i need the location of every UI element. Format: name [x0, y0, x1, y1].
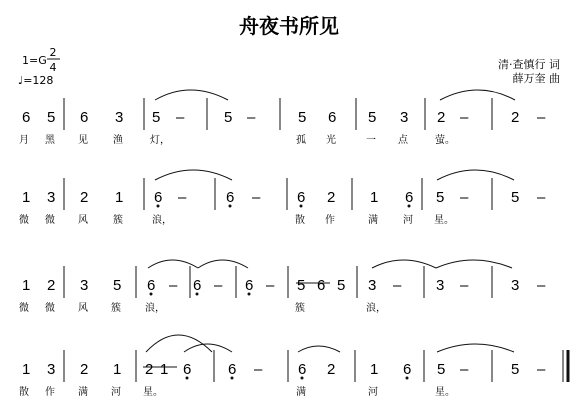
note: –: [169, 277, 178, 294]
note: 5: [297, 277, 306, 294]
note: 6: [317, 277, 326, 294]
note: 5: [337, 277, 346, 294]
lyric: 散: [19, 387, 29, 398]
lyric: 萤。: [435, 135, 455, 146]
note: 5: [511, 361, 520, 378]
lyric: 簇: [295, 303, 305, 314]
note: 3: [80, 277, 89, 294]
note: 6: [183, 361, 192, 378]
note: 5: [113, 277, 122, 294]
lyricist-credit: 清·查慎行 词: [498, 58, 560, 71]
lyric: 星。: [434, 215, 454, 226]
note: 3: [47, 189, 56, 206]
lyric: 满: [368, 215, 378, 226]
lyric: 灯，: [150, 135, 170, 146]
note: 5: [368, 109, 377, 126]
note: 2: [327, 361, 336, 378]
note: 1: [22, 277, 31, 294]
note: 6: [193, 277, 202, 294]
note: 5: [224, 109, 233, 126]
note: 2: [80, 361, 89, 378]
row-3: [19, 277, 546, 314]
lyric: 黑: [45, 135, 55, 146]
lyric: 一: [366, 135, 376, 146]
composer-credit: 薛万奎 曲: [512, 72, 560, 85]
lyric: 见: [78, 135, 88, 146]
lyric: 满: [78, 387, 88, 398]
note: 6: [147, 277, 156, 294]
note: 2: [47, 277, 56, 294]
note: 2: [145, 361, 154, 378]
note: 2: [80, 189, 89, 206]
row-4: [19, 361, 546, 398]
note: 1: [115, 189, 124, 206]
barlines: [64, 98, 568, 382]
lyric: 浪，: [152, 215, 172, 226]
note: 5: [437, 361, 446, 378]
lyric: 簇: [113, 215, 123, 226]
note: 3: [511, 277, 520, 294]
note: –: [214, 277, 223, 294]
note: 5: [298, 109, 307, 126]
note: –: [176, 109, 185, 126]
note: 6: [154, 189, 163, 206]
time-signature-bottom: 4: [49, 61, 57, 74]
lyric: 浪，: [366, 303, 386, 314]
note: 1: [113, 361, 122, 378]
note: 2: [511, 109, 520, 126]
lyric: 光: [326, 135, 336, 146]
note: 1: [22, 361, 31, 378]
note: –: [537, 189, 546, 206]
note: 1: [370, 361, 379, 378]
note: 1: [22, 189, 31, 206]
note: 5: [47, 109, 56, 126]
note: 6: [226, 189, 235, 206]
note: –: [178, 189, 187, 206]
row-1: [19, 109, 546, 146]
lyric: 星。: [435, 387, 455, 398]
lyric: 作: [325, 215, 335, 226]
song-title: 舟夜书所见: [239, 14, 339, 38]
note: 6: [405, 189, 414, 206]
note: –: [537, 277, 546, 294]
note: 3: [368, 277, 377, 294]
note: 6: [297, 189, 306, 206]
note: 1: [160, 361, 169, 378]
lyric: 月: [19, 135, 29, 146]
lyric: 作: [45, 387, 55, 398]
note: –: [393, 277, 402, 294]
key-signature: 1=G: [22, 54, 47, 67]
note: 2: [437, 109, 446, 126]
lyric: 风: [78, 215, 88, 226]
lyric: 点: [398, 135, 408, 146]
note: 3: [400, 109, 409, 126]
lyric: 微: [19, 303, 29, 314]
note: –: [460, 189, 469, 206]
note: –: [460, 277, 469, 294]
lyric: 浪，: [145, 303, 165, 314]
note: –: [252, 189, 261, 206]
note: 2: [327, 189, 336, 206]
note: 3: [436, 277, 445, 294]
note: –: [266, 277, 275, 294]
note: 3: [115, 109, 124, 126]
lyric: 微: [45, 215, 55, 226]
note: 5: [436, 189, 445, 206]
lyric: 微: [19, 215, 29, 226]
note: 6: [328, 109, 337, 126]
note: 6: [245, 277, 254, 294]
lyric: 簇: [111, 303, 121, 314]
lyric: 孤: [296, 135, 306, 146]
note: 6: [298, 361, 307, 378]
lyric: 微: [45, 303, 55, 314]
lyric: 渔: [113, 135, 123, 146]
lyric: 星。: [143, 387, 163, 398]
row-2: [19, 189, 546, 226]
note: 6: [228, 361, 237, 378]
note: –: [254, 361, 263, 378]
note: –: [537, 109, 546, 126]
note: 3: [47, 361, 56, 378]
note: 6: [22, 109, 31, 126]
lyric: 满: [296, 387, 306, 398]
time-signature-top: 2: [49, 46, 57, 59]
lyric: 河: [368, 387, 378, 398]
note: 5: [152, 109, 161, 126]
lyric: 河: [111, 387, 121, 398]
lyric: 风: [78, 303, 88, 314]
lyric: 河: [403, 215, 413, 226]
note: –: [247, 109, 256, 126]
note: 5: [511, 189, 520, 206]
note: 6: [80, 109, 89, 126]
note: –: [460, 109, 469, 126]
note: 1: [370, 189, 379, 206]
lyric: 散: [295, 215, 305, 226]
note: –: [460, 361, 469, 378]
note: 6: [403, 361, 412, 378]
tempo-mark: ♩=128: [18, 74, 54, 87]
note: –: [537, 361, 546, 378]
